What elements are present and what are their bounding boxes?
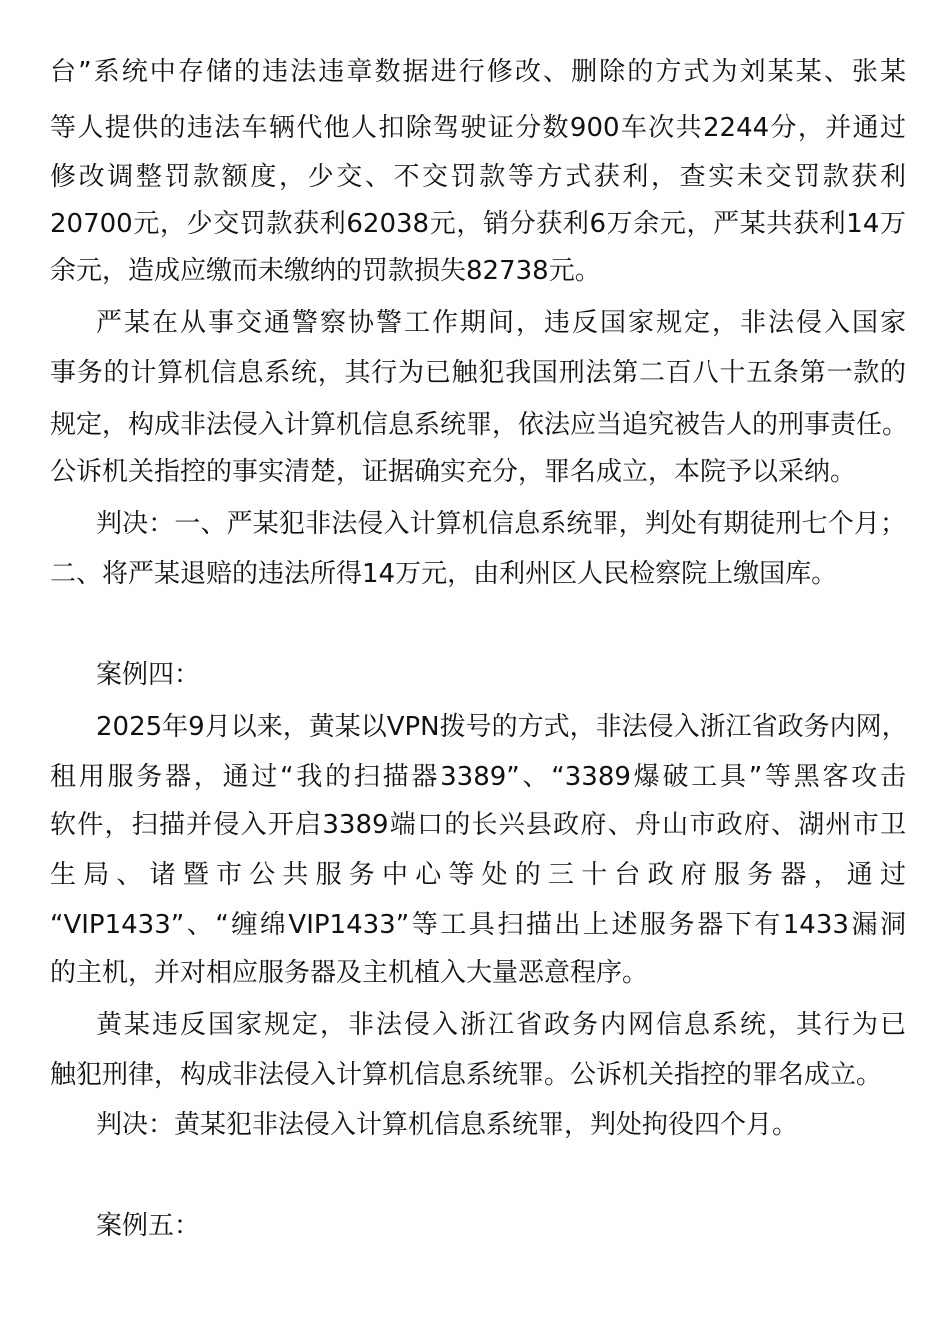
text-line: “VIP1433”、“缠绵VIP1433”等工具扫描出上述服务器下有1433漏洞: [50, 910, 906, 940]
text-line: 规定，构成非法侵入计算机信息系统罪，依法应当追究被告人的刑事责任。: [50, 410, 909, 440]
text-line: 台”系统中存储的违法违章数据进行修改、删除的方式为刘某某、张某: [50, 57, 906, 87]
text-line: 二、将严某退赔的违法所得14万元，由利州区人民检察院上缴国库。: [50, 559, 838, 589]
text-line: 事务的计算机信息系统，其行为已触犯我国刑法第二百八十五条第一款的: [50, 358, 906, 388]
text-line: 黄某违反国家规定，非法侵入浙江省政务内网信息系统，其行为已: [96, 1010, 906, 1040]
case4-verdict-paragraph: 判决：黄某犯非法侵入计算机信息系统罪，判处拘役四个月。: [96, 1110, 799, 1140]
text-line: 等人提供的违法车辆代他人扣除驾驶证分数900车次共2244分，并通过: [50, 113, 906, 143]
text-line: 触犯刑律，构成非法侵入计算机信息系统罪。公诉机关指控的罪名成立。: [50, 1060, 883, 1090]
text-line: 严某在从事交通警察协警工作期间，违反国家规定，非法侵入国家: [96, 308, 906, 338]
text-line: 余元，造成应缴而未缴纳的罚款损失82738元。: [50, 256, 601, 286]
text-line: 2025年9月以来，黄某以VPN拨号的方式，非法侵入浙江省政务内网，: [96, 712, 908, 742]
case5-heading: 案例五：: [96, 1211, 201, 1241]
text-line: 软件，扫描并侵入开启3389端口的长兴县政府、舟山市政府、湖州市卫: [50, 810, 906, 840]
case4-heading: 案例四：: [96, 660, 201, 690]
text-line: 公诉机关指控的事实清楚，证据确实充分，罪名成立，本院予以采纳。: [50, 457, 857, 487]
text-line: 租用服务器，通过“我的扫描器3389”、“3389爆破工具”等黑客攻击: [50, 762, 906, 792]
text-line: 生局、诸暨市公共服务中心等处的三十台政府服务器，通过: [50, 860, 906, 890]
text-line: 20700元，少交罚款获利62038元，销分获利6万余元，严某共获利14万: [50, 209, 906, 239]
text-line: 的主机，并对相应服务器及主机植入大量恶意程序。: [50, 958, 649, 988]
text-line: 修改调整罚款额度，少交、不交罚款等方式获利，查实未交罚款获利: [50, 162, 906, 192]
text-line: 判决：一、严某犯非法侵入计算机信息系统罪，判处有期徒刑七个月；: [96, 509, 906, 539]
